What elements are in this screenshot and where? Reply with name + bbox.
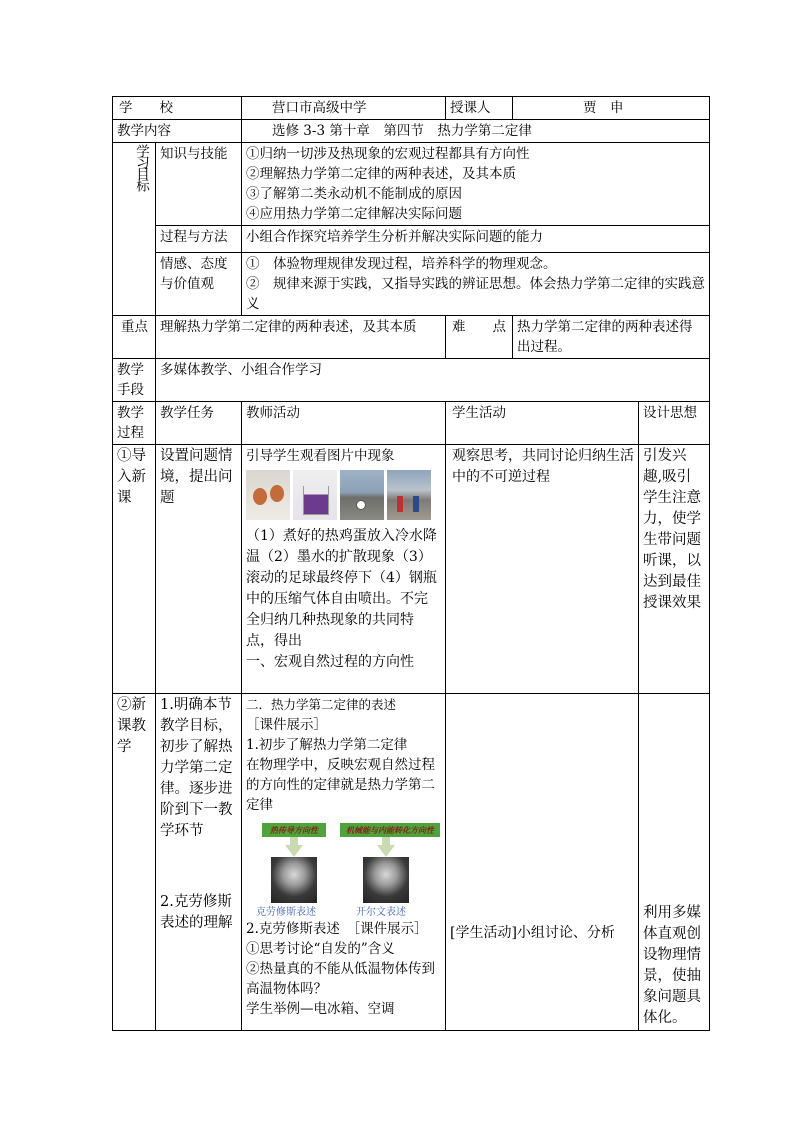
emotion-item: ② 规律来源于实践，又指导实践的辨证思想。体会热力学第二定律的实践意义 (246, 276, 705, 312)
col-header-teacher: 教师活动 (242, 402, 446, 445)
ink-diffusion-photo (293, 470, 337, 520)
stage2-teacher-text1: 在物理学中，反映宏观自然过程的方向性的定律就是热力学第二定律 (246, 757, 435, 813)
emotion-item: ① 体验物理规律发现过程，培养科学的物理观念。 (246, 256, 557, 272)
key-point-value: 理解热力学第二定律的两种表述，及其本质 (156, 316, 446, 359)
phenomena-photos (246, 470, 441, 520)
stage2-teacher-q1: ①思考讨论“自发的”含义 (246, 941, 395, 957)
gas-cylinder-photo (387, 470, 431, 520)
process-method-label: 过程与方法 (156, 226, 242, 253)
stage2-task-a: 1.明确本节教学目标，初步了解热力学第二定律。逐步进阶到下一教学环节 (160, 697, 233, 839)
content-label: 教学内容 (113, 120, 242, 143)
knowledge-item: ①归纳一切涉及热现象的宏观过程都具有方向性 (246, 146, 530, 162)
col-header-process: 教学过程 (113, 402, 156, 445)
arrow-stem (382, 837, 390, 845)
col-header-task: 教学任务 (156, 402, 242, 445)
stage2-label: ②新课教学 (113, 694, 156, 1031)
stage2-design-text: 利用多媒体直观创设物理情景，使抽象问题具体化。 (643, 905, 701, 1026)
key-point-label: 重点 (113, 316, 156, 359)
clausius-caption: 克劳修斯表述 (256, 907, 316, 918)
stage2-teacher-q2: ②热量真的不能从低温物体传到高温物体吗？ (246, 961, 435, 997)
stage1-teacher (242, 445, 446, 694)
arrow-down-icon (377, 845, 395, 857)
stage2-task-b: 2.克劳修斯表述的理解 (160, 894, 233, 931)
arrow-down-icon (285, 845, 303, 857)
stage1-teacher-conclusion: 一、宏观自然过程的方向性 (246, 654, 414, 670)
emotion-label: 情感、态度与价值观 (156, 253, 242, 316)
process-method-value: 小组合作探究培养学生分析并解决实际问题的能力 (242, 226, 710, 253)
stage2-student-text: [学生活动]小组讨论、分析 (450, 925, 615, 941)
clausius-portrait (271, 857, 317, 903)
arrow-stem (290, 837, 298, 845)
knowledge-item: ②理解热力学第二定律的两种表述，及其本质 (246, 166, 516, 182)
stage2-teacher-example: 学生举例—电冰箱、空调 (246, 1001, 395, 1017)
stage2-teacher-sub2: 2.克劳修斯表述 ［课件展示］ (246, 921, 428, 937)
stage1-label: ①导入新课 (113, 445, 156, 694)
stage2-task (156, 694, 242, 1031)
emotion-list (242, 253, 710, 316)
stage2-teacher-title: 二．热力学第二定律的表述 (246, 697, 397, 712)
stage1-teacher-intro: 引导学生观看图片中现象 (246, 448, 395, 464)
teacher-label: 授课人 (446, 97, 513, 120)
stage2-teacher-show: ［课件展示］ (246, 717, 327, 733)
objectives-label: 学习目标 (113, 143, 156, 316)
methods-label: 教学手段 (113, 359, 156, 402)
football-photo (340, 470, 384, 520)
content-value: 选修 3-3 第十章 第四节 热力学第二定律 (242, 120, 710, 143)
heat-conduction-banner: 热传导方向性 (262, 823, 326, 837)
kelvin-caption: 开尔文表述 (356, 907, 406, 918)
lesson-plan-table (112, 96, 710, 1031)
difficult-point-label: 难 点 (446, 316, 513, 359)
stage2-student (446, 694, 639, 1031)
knowledge-label: 知识与技能 (156, 143, 242, 226)
difficult-point-value: 热力学第二定律的两种表述得出过程。 (513, 316, 710, 359)
knowledge-list (242, 143, 710, 226)
teacher-value: 贾 申 (513, 97, 710, 120)
energy-conversion-banner: 机械能与内能转化方向性 (340, 823, 440, 837)
hot-egg-photo (246, 470, 290, 520)
knowledge-item: ③了解第二类永动机不能制成的原因 (246, 186, 462, 202)
col-header-design: 设计思想 (639, 402, 710, 445)
stage1-design: 引发兴趣,吸引学生注意力，使学生带问题听课，以达到最佳授课效果 (639, 445, 710, 694)
stage2-teacher (242, 694, 446, 1031)
kelvin-portrait (363, 857, 409, 903)
stage2-teacher-sub1: 1.初步了解热力学第二定律 (246, 737, 408, 753)
stage1-student: 观察思考，共同讨论归纳生活中的不可逆过程 (446, 445, 639, 694)
methods-value: 多媒体教学、小组合作学习 (156, 359, 710, 402)
stage2-design (639, 694, 710, 1031)
col-header-student: 学生活动 (446, 402, 639, 445)
school-label: 学 校 (113, 97, 242, 120)
school-value: 营口市高级中学 (242, 97, 446, 120)
knowledge-item: ④应用热力学第二定律解决实际问题 (246, 206, 462, 222)
stage1-task: 设置问题情境，提出问题 (156, 445, 242, 694)
stage1-teacher-text: （1）煮好的热鸡蛋放入冷水降温（2）墨水的扩散现象（3）滚动的足球最终停下（4）钢瓶中的压缩气体自由喷出。不完全归纳几种热现象的共同特点，得出 (246, 528, 437, 649)
second-law-diagram (256, 823, 446, 918)
